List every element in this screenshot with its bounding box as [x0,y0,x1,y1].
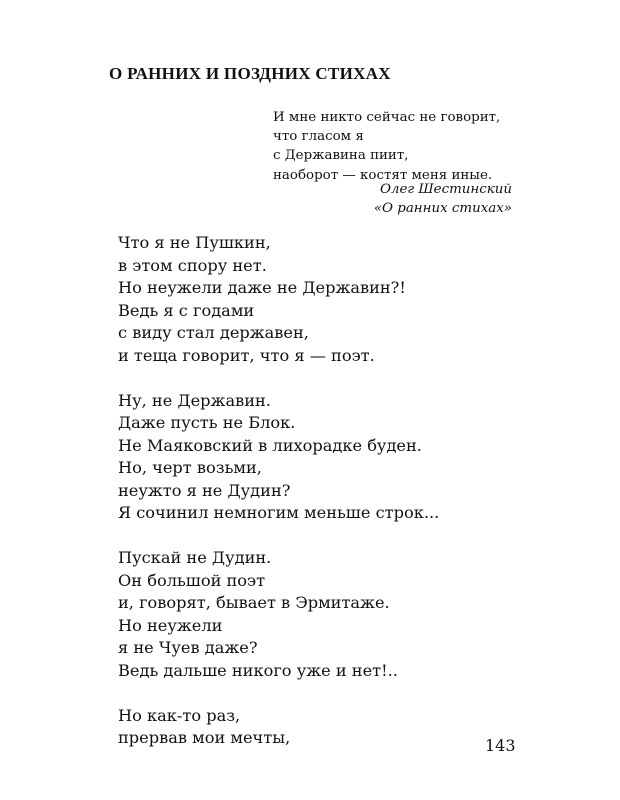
epigraph [273,108,513,185]
poem-line: я не Чуев даже? [118,638,258,657]
poem-line: прервав мои мечты, [118,728,291,747]
poem-body [118,232,538,772]
poem-line: Но неужели [118,615,223,635]
poem-title: О РАННИХ И ПОЗДНИХ СТИХАХ [109,64,391,83]
poem-line: Даже пусть не Блок. [118,413,296,432]
poem-line: Я сочинил немногим меньше строк... [118,503,440,522]
poem-line: Ну, не Державин. [118,390,271,410]
poem-line: с виду стал державен, [118,323,309,342]
poem-line: и, говорят, бывает в Эрмитаже. [118,593,390,612]
stanza [118,390,538,525]
epigraph-line: с Державина пиит, [273,148,409,164]
epigraph-attribution [374,180,512,218]
stanza [118,705,538,750]
poem-line: и теща говорит, что я — поэт. [118,345,375,365]
poem-line: Но неужели даже не Державин?! [118,278,406,297]
poem-line: Пускай не Дудин. [118,548,272,567]
epigraph-source: «О ранних стихах» [373,201,512,217]
poem-line: Ведь дальше никого уже и нет!.. [118,660,398,680]
poem-line: Но, черт возьми, [118,458,262,477]
epigraph-line: что гласом я [273,129,364,145]
stanza [118,547,538,682]
epigraph-line: наоборот — костят меня иные. [273,167,493,183]
epigraph-author: Олег Шестинский [379,182,512,197]
epigraph-line: И мне никто сейчас не говорит, [273,110,501,125]
poem-line: Не Маяковский в лихорадке буден. [118,435,422,455]
poem-line: неужто я не Дудин? [118,480,291,500]
stanza [118,232,538,367]
poem-line: Он большой поэт [118,570,266,590]
poem-line: Что я не Пушкин, [118,233,271,252]
poem-line: в этом спору нет. [118,255,267,275]
page-number: 143 [485,736,516,755]
poem-line: Но как-то раз, [118,705,241,725]
poem-line: Ведь я с годами [118,300,255,320]
